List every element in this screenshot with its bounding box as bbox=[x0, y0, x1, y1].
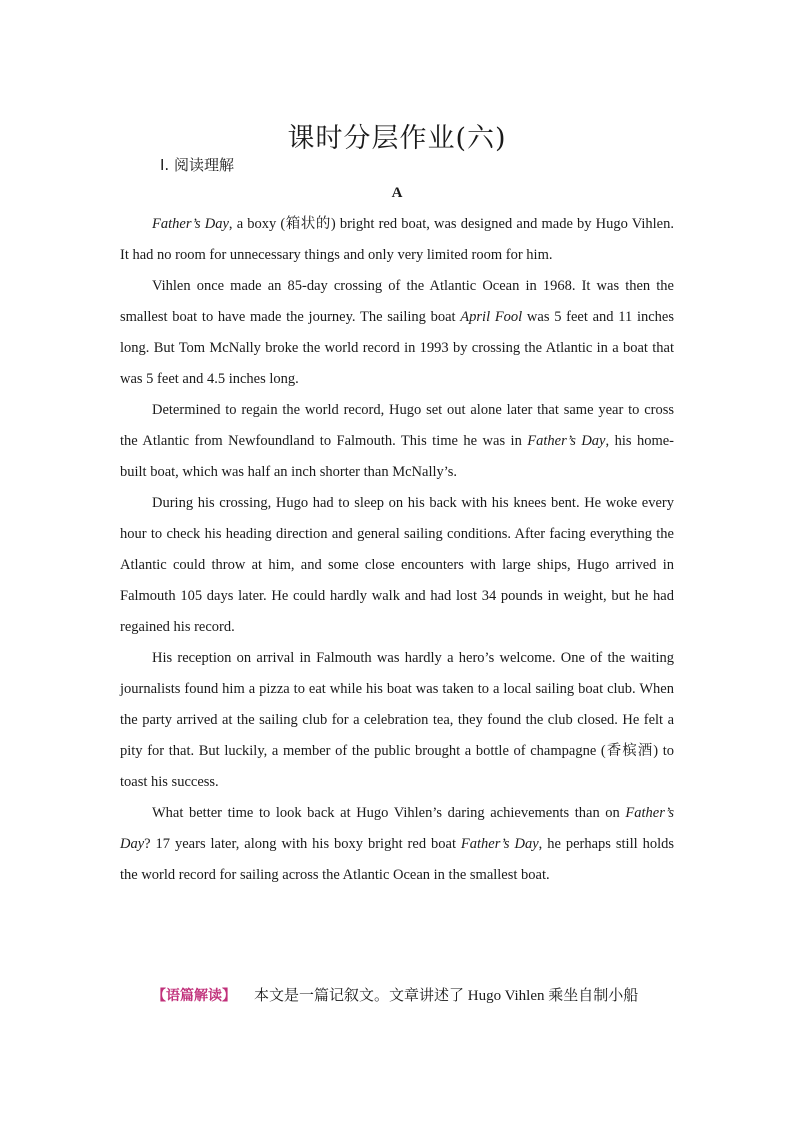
section-heading: Ⅰ. 阅读理解 bbox=[160, 156, 234, 174]
page-title: 课时分层作业(六) bbox=[287, 123, 507, 155]
paragraph: Determined to regain the world record, Hugo set out alone later that same year to cross the Atlantic from Newfoundland to Falmouth. This time he was in Father’s Day, his home-built boat, which was half an inch shorter than McNally’s. bbox=[120, 402, 674, 480]
summary-tag: 【语篇解读】 bbox=[152, 988, 236, 1004]
paragraph: Vihlen once made an 85-day crossing of the Atlantic Ocean in 1968. It was then the smallest boat to have made the journey. The sailing boat April Fool was 5 feet and 11 inches long. But Tom McNally broke the world record in 1993 by crossing the Atlantic in a boat that was 5 feet and 4.5 inches long. bbox=[120, 278, 674, 387]
passage-body bbox=[120, 209, 674, 891]
paragraph: During his crossing, Hugo had to sleep on his back with his knees bent. He woke every hour to check his heading direction and general sailing conditions. After facing everything the Atlantic could throw at him, and some close encounters with large ships, Hugo arrived in Falmouth 105 days later. He could hardly walk and had lost 34 pounds in weight, but he had regained his record. bbox=[120, 495, 674, 635]
paragraph: Father’s Day, a boxy (箱状的) bright red boat, was designed and made by Hugo Vihlen. It had no room for unnecessary things and only very limited room for him. bbox=[120, 216, 674, 263]
passage-label: A bbox=[391, 185, 403, 201]
paragraph: His reception on arrival in Falmouth was hardly a hero’s welcome. One of the waiting journalists found him a pizza to eat while his boat was taken to a local sailing boat club. When the party arrived at the sailing club for a celebration tea, they found the club closed. He felt a pity for that. But luckily, a member of the public brought a bottle of champagne (香槟酒) to toast his success. bbox=[120, 650, 674, 790]
passage-summary bbox=[152, 982, 674, 1010]
summary-text: 本文是一篇记叙文。文章讲述了 Hugo Vihlen 乘坐自制小船 bbox=[254, 988, 639, 1004]
paragraph: What better time to look back at Hugo Vihlen’s daring achievements than on Father’s Day? 17 years later, along with his boxy bright red boat Father’s Day, he perhaps still holds the world record for sailing across the Atlantic Ocean in the smallest boat. bbox=[120, 805, 675, 883]
